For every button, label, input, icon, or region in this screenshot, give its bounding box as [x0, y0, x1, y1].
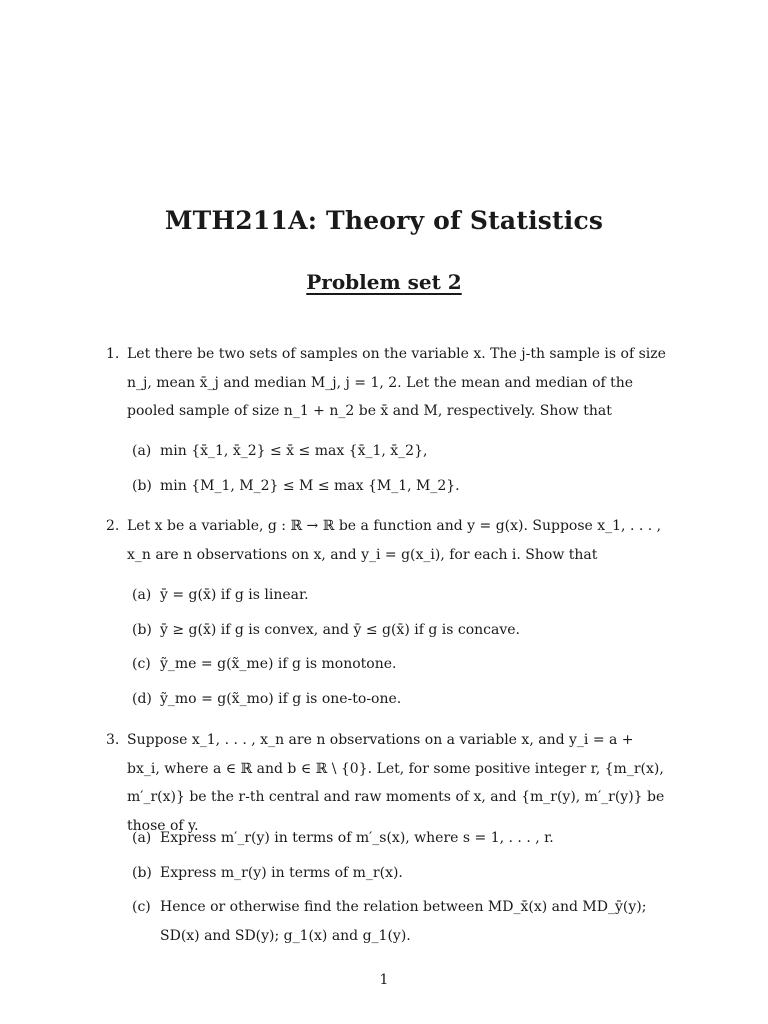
- part-label: (a): [132, 830, 152, 846]
- problem-text: Suppose x_1, . . . , x_n are n observations on a variable x, and y_i = a + bx_i, where a ∈ ℝ and b ∈ ℝ \ {0}. Let, for some positive integer r, {m_r(x), m′_r(x)} be the r-th central and raw moments of x, and {m_r(y), m′_r(y)} be those of y.: [127, 732, 665, 834]
- problem-number: 1.: [106, 346, 120, 362]
- problem-text: Let there be two sets of samples on the variable x. The j-th sample is of size n_j, mean x̄_j and median M_j, j = 1, 2. Let the mean and median of the pooled sample of size n_1 + n_2 be x̄ and M, respectively. Show that: [127, 346, 666, 419]
- part-label: (a): [132, 587, 152, 603]
- problem-set-title: [0, 270, 768, 294]
- problem-part: [132, 472, 672, 501]
- part-text: ỹ_me = g(x̃_me) if g is monotone.: [160, 656, 397, 672]
- part-label: (b): [132, 477, 152, 494]
- problem-part: [132, 859, 672, 888]
- part-label: (c): [132, 656, 151, 672]
- problem-number: 3.: [106, 732, 120, 748]
- part-label: (a): [132, 443, 152, 459]
- part-text: Express m′_r(y) in terms of m′_s(x), where s = 1, . . . , r.: [160, 830, 554, 846]
- problem-part: [132, 437, 672, 466]
- problem-part: [132, 581, 672, 610]
- part-text: Express m_r(y) in terms of m_r(x).: [160, 864, 403, 881]
- document-title: MTH211A: Theory of Statistics: [164, 206, 604, 235]
- problem-3-parts: [132, 824, 672, 956]
- problem-part: [132, 685, 672, 714]
- part-text: ỹ_mo = g(x̃_mo) if g is one-to-one.: [160, 690, 402, 707]
- part-text: ȳ = g(x̄) if g is linear.: [160, 587, 309, 603]
- problem-part: [132, 824, 672, 853]
- problem-part: [132, 650, 672, 679]
- part-text: ȳ ≥ g(x̄) if g is convex, and ȳ ≤ g(x̄) if g is concave.: [160, 621, 520, 638]
- part-label: (b): [132, 864, 152, 881]
- page-number: 1: [379, 972, 389, 988]
- problem-number: 2.: [106, 518, 120, 534]
- problem-2: [106, 512, 666, 569]
- problem-1-parts: [132, 437, 672, 506]
- problem-2-parts: [132, 581, 672, 719]
- problem-part: [132, 616, 672, 645]
- problem-text: Let x be a variable, g : ℝ → ℝ be a function and y = g(x). Suppose x_1, . . . , x_n are n observations on x, and y_i = g(x_i), for each i. Show that: [127, 518, 662, 563]
- part-label: (d): [132, 690, 152, 707]
- part-label: (b): [132, 621, 152, 638]
- part-text: min {M_1, M_2} ≤ M ≤ max {M_1, M_2}.: [160, 477, 460, 494]
- problem-part: [132, 893, 672, 950]
- part-label: (c): [132, 899, 151, 915]
- problem-3: [106, 726, 666, 840]
- part-text: min {x̄_1, x̄_2} ≤ x̄ ≤ max {x̄_1, x̄_2},: [160, 443, 428, 459]
- part-text: Hence or otherwise find the relation between MD_x̄(x) and MD_ȳ(y); SD(x) and SD(y); g_1(x) and g_1(y).: [160, 899, 647, 944]
- problem-set-title-text: Problem set 2: [306, 270, 462, 294]
- problem-1: [106, 340, 666, 426]
